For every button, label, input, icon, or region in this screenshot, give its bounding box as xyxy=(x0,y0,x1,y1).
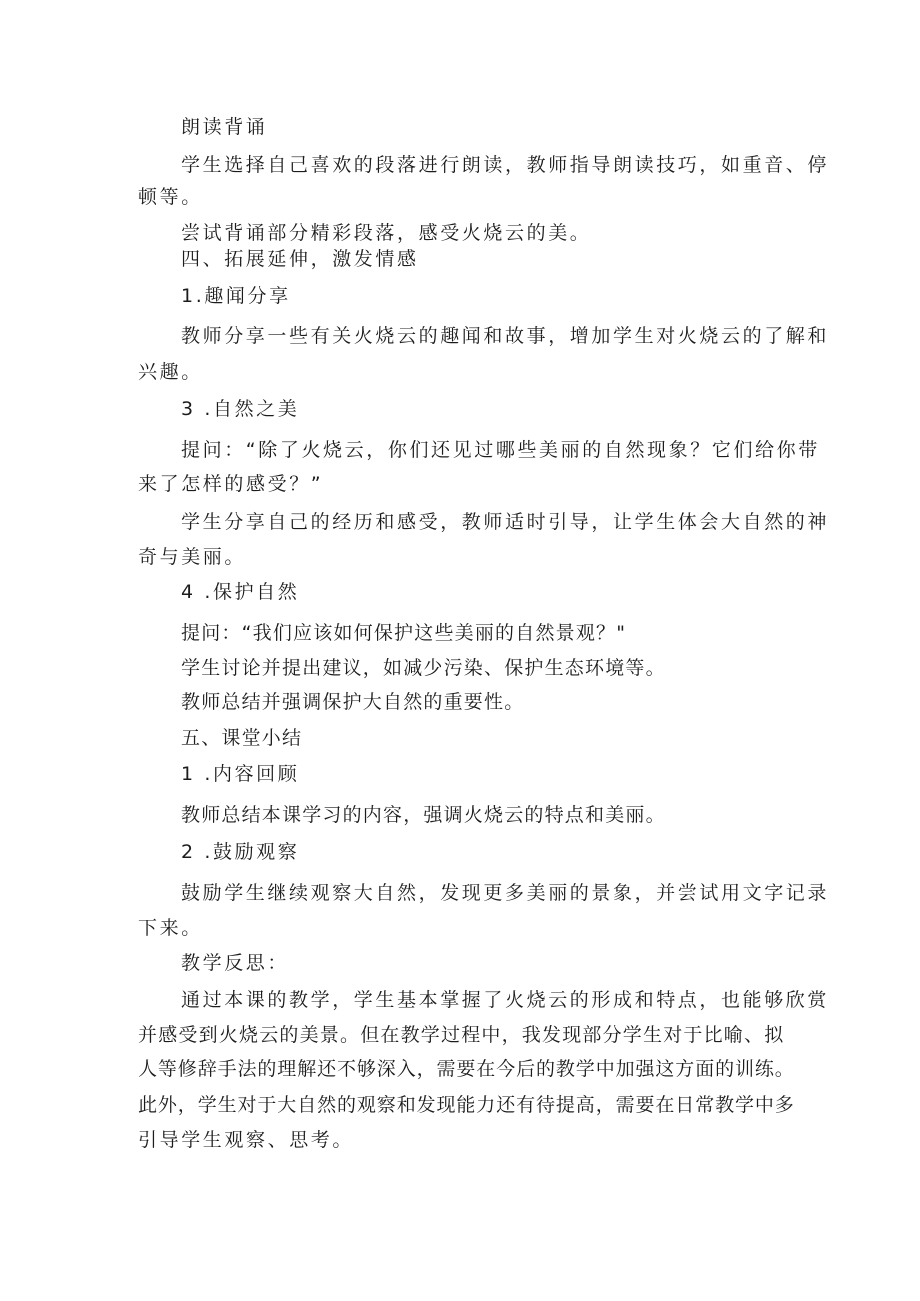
text-line-2: 学生选择自己喜欢的段落进行朗读，教师指导朗读技巧，如重音、停 xyxy=(181,154,830,176)
text-line-26: 并感受到火烧云的美景。但在教学过程中，我发现部分学生对于比喻、拟 xyxy=(138,1024,785,1046)
subheading-review: 1 .内容回顾 xyxy=(181,763,300,785)
text-line-8: 兴趣。 xyxy=(138,361,203,383)
text-line-1: 朗读背诵 xyxy=(181,116,268,138)
text-line-16: 学生讨论并提出建议，如减少污染、保护生态环境等。 xyxy=(181,657,666,679)
text-line-13: 奇与美丽。 xyxy=(138,546,247,568)
subheading-nature-beauty: 3 .自然之美 xyxy=(181,398,300,420)
text-line-11: 来了怎样的感受？” xyxy=(138,473,324,495)
subheading-encourage: 2 .鼓励观察 xyxy=(181,841,300,863)
text-line-22: 鼓励学生继续观察大自然，发现更多美丽的景象，并尝试用文字记录 xyxy=(181,882,830,904)
section-heading-5: 五、课堂小结 xyxy=(181,727,303,749)
text-line-15: 提问：“我们应该如何保护这些美丽的自然景观？" xyxy=(181,622,627,644)
section-heading-4: 四、拓展延伸，激发情感 xyxy=(181,248,419,270)
text-line-27: 人等修辞手法的理解还不够深入，需要在今后的教学中加强这方面的训练。 xyxy=(138,1058,795,1080)
text-line-25: 通过本课的教学，学生基本掌握了火烧云的形成和特点，也能够欣赏 xyxy=(181,989,830,1011)
text-line-29: 引导学生观察、思考。 xyxy=(138,1129,355,1151)
reflection-heading: 教学反思： xyxy=(181,952,290,974)
subheading-protect-nature: 4 .保护自然 xyxy=(181,581,300,603)
subheading-fun-facts: 1.趣闻分享 xyxy=(181,285,291,307)
text-line-4: 尝试背诵部分精彩段落，感受火烧云的美。 xyxy=(181,222,592,244)
text-line-23: 下来。 xyxy=(138,917,203,939)
text-line-3: 顿等。 xyxy=(138,186,203,208)
text-line-10: 提问：“除了火烧云，你们还见过哪些美丽的自然现象？它们给你带 xyxy=(181,439,820,461)
text-line-28: 此外，学生对于大自然的观察和发现能力还有待提高，需要在日常教学中多 xyxy=(138,1094,795,1116)
text-line-20: 教师总结本课学习的内容，强调火烧云的特点和美丽。 xyxy=(181,804,666,826)
text-line-12: 学生分享自己的经历和感受，教师适时引导，让学生体会大自然的神 xyxy=(181,511,830,533)
text-line-17: 教师总结并强调保护大自然的重要性。 xyxy=(181,691,525,713)
text-line-7: 教师分享一些有关火烧云的趣闻和故事，增加学生对火烧云的了解和 xyxy=(181,325,830,347)
